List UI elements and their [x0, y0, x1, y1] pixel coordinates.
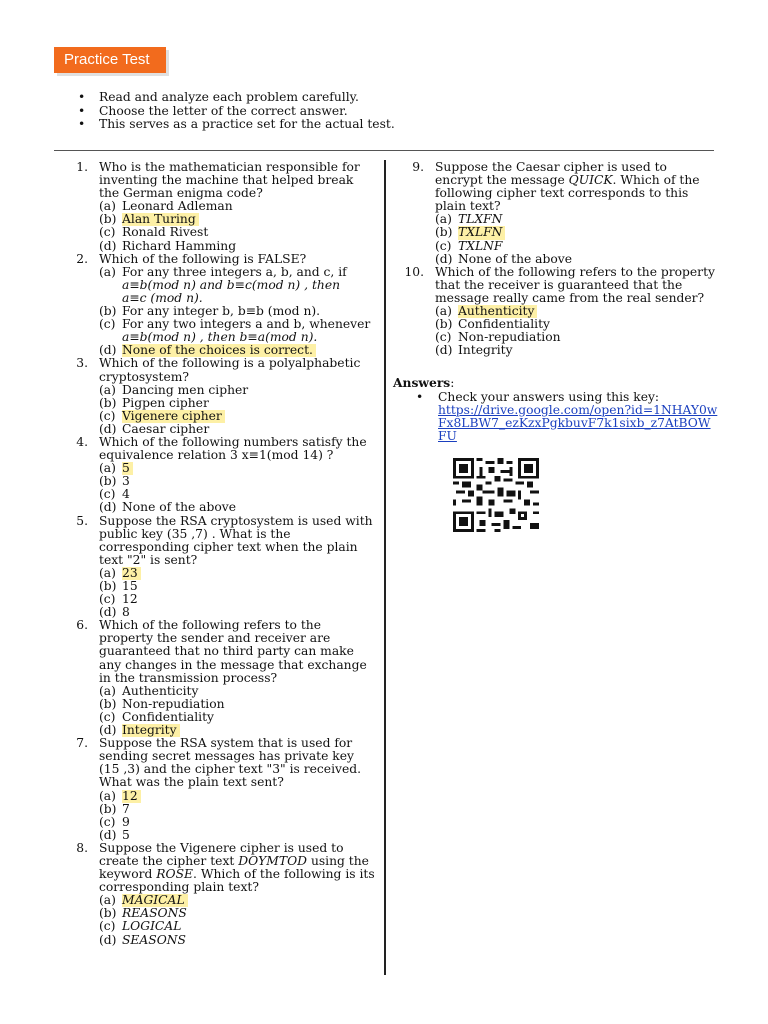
question-number: 6.: [76, 618, 88, 633]
question-3: [70, 357, 375, 436]
question-2: [70, 253, 375, 358]
option-c: (c) 4: [99, 487, 130, 502]
question-text: Which of the following refers to the property the sender and receiver are guaranteed that no third party can make any changes in the message that exchange in the transmission process?: [99, 618, 367, 685]
bullet-icon: •: [78, 90, 86, 104]
option-c-correct: (c) Vigenere cipher: [99, 410, 375, 423]
option-d: (d) Integrity: [435, 343, 513, 358]
instructions-list: [78, 91, 395, 132]
option-a-correct: (a) Authenticity: [435, 305, 718, 318]
question-number: 1.: [76, 160, 88, 174]
option-d: (d) None of the above: [435, 251, 573, 266]
option-b-correct: (b) Alan Turing: [99, 213, 375, 226]
option-d: (d) 5: [99, 827, 130, 842]
option-c: (c) LOGICAL: [99, 919, 182, 934]
qr-code-icon: [453, 458, 539, 532]
option-b: (b) REASONS: [99, 906, 187, 921]
question-8: [70, 842, 375, 947]
option-c: (c) For any two integers a and b, whenever a≡b(mod n) , then b≡a(mod n).: [99, 317, 371, 345]
column-divider: [384, 160, 386, 975]
option-d: (d) Richard Hamming: [99, 238, 237, 253]
option-a: (a) For any three integers a, b, and c, if a≡b(mod n) and b≡c(mod n) , then a≡c (mod n).: [99, 264, 347, 305]
question-text: Suppose the Caesar cipher is used to encrypt the message QUICK. Which of the following cipher text corresponds to this plain text?: [435, 160, 700, 214]
option-b: (b) 7: [99, 801, 130, 816]
question-number: 8.: [76, 840, 88, 855]
answer-key-link[interactable]: https://drive.google.com/open?id=1NHAY0wFx8LBW7_ezKzxPgkbuvF7k1sixb_z7AtBOWFU: [438, 402, 718, 443]
answers-instruction: • Check your answers using this key: https://drive.google.com/open?id=1NHAY0wFx8LBW7_ezKzxPgkbuvF7k1sixb_z7AtBOWFU: [416, 389, 718, 443]
option-c: (c) Confidentiality: [99, 709, 214, 724]
instruction-item: • Read and analyze each problem carefully.: [78, 90, 359, 104]
option-a-correct: (a) 5: [99, 462, 375, 475]
option-b: (b) Non-repudiation: [99, 696, 225, 711]
question-text: Which of the following is a polyalphabetic cryptosystem?: [99, 356, 361, 384]
question-text: Suppose the RSA cryptosystem is used with public key (35 ,7) . What is the corresponding cipher text when the plain text "2" is sent?: [99, 513, 373, 567]
question-number: 2.: [76, 251, 88, 266]
question-text: Who is the mathematician responsible for inventing the machine that helped break the German enigma code?: [99, 160, 360, 201]
left-column: [70, 161, 375, 947]
question-10: [406, 266, 718, 358]
bullet-icon: •: [416, 389, 424, 404]
instruction-item: • This serves as a practice set for the actual test.: [78, 117, 395, 131]
bullet-icon: •: [78, 103, 86, 118]
option-d: (d) SEASONS: [99, 932, 186, 947]
question-text: Suppose the Vigenere cipher is used to create the cipher text DOYMTOD using the keyword ROSE. Which of the following is its corresponding plain text?: [99, 840, 375, 895]
question-number: 5.: [76, 513, 88, 528]
question-7: [70, 737, 375, 842]
question-text: Suppose the RSA system that is used for sending secret messages has private key (15 ,3) and the cipher text "3" is received. What was the plain text sent?: [99, 736, 362, 790]
horizontal-divider: [54, 150, 714, 151]
answers-heading: Answers:: [393, 375, 455, 391]
question-1: [70, 161, 375, 253]
option-c: (c) TXLNF: [435, 238, 503, 253]
option-a-correct: (a) 12: [99, 790, 375, 803]
question-text: Which of the following is FALSE?: [99, 251, 307, 266]
option-c: (c) 9: [99, 814, 130, 829]
option-d: (d) None of the above: [99, 500, 237, 515]
option-b: (b) Confidentiality: [435, 317, 550, 332]
question-number: 7.: [76, 736, 88, 751]
question-9: [406, 161, 718, 266]
option-a: (a) Authenticity: [99, 683, 199, 698]
option-d-correct: (d) None of the choices is correct.: [99, 344, 375, 357]
option-a: (a) Dancing men cipher: [99, 382, 249, 397]
bullet-icon: •: [78, 117, 86, 131]
option-a: (a) TLXFN: [435, 212, 503, 227]
question-text: Which of the following numbers satisfy the equivalence relation 3 x≡1(mod 14) ?: [99, 434, 367, 463]
option-a-correct: (a) MAGICAL: [99, 894, 375, 907]
question-number: 9.: [412, 160, 424, 174]
question-number: 10.: [404, 264, 424, 279]
option-c: (c) 12: [99, 592, 138, 607]
instruction-item: • Choose the letter of the correct answer.: [78, 103, 348, 118]
right-column: [393, 160, 718, 443]
question-5: [70, 515, 375, 620]
question-number: 4.: [76, 434, 88, 449]
question-4: [70, 436, 375, 515]
option-c: (c) Non-repudiation: [435, 330, 561, 345]
option-d-correct: (d) Integrity: [99, 724, 375, 737]
question-number: 3.: [76, 356, 88, 371]
question-6: [70, 619, 375, 737]
option-a: (a) Leonard Adleman: [99, 199, 233, 214]
question-text: Which of the following refers to the property that the receiver is guaranteed that the message really came from the real sender?: [435, 264, 715, 305]
option-b-correct: (b) TXLFN: [435, 226, 718, 239]
option-b: (b) Pigpen cipher: [99, 395, 209, 410]
option-b: (b) For any integer b, b≡b (mod n).: [99, 304, 321, 319]
option-d: (d) Caesar cipher: [99, 421, 210, 436]
option-a-correct: (a) 23: [99, 567, 375, 580]
option-b: (b) 3: [99, 474, 130, 489]
practice-test-badge: Practice Test: [54, 47, 166, 73]
option-c: (c) Ronald Rivest: [99, 225, 209, 240]
option-d: (d) 8: [99, 605, 130, 620]
option-b: (b) 15: [99, 579, 138, 593]
